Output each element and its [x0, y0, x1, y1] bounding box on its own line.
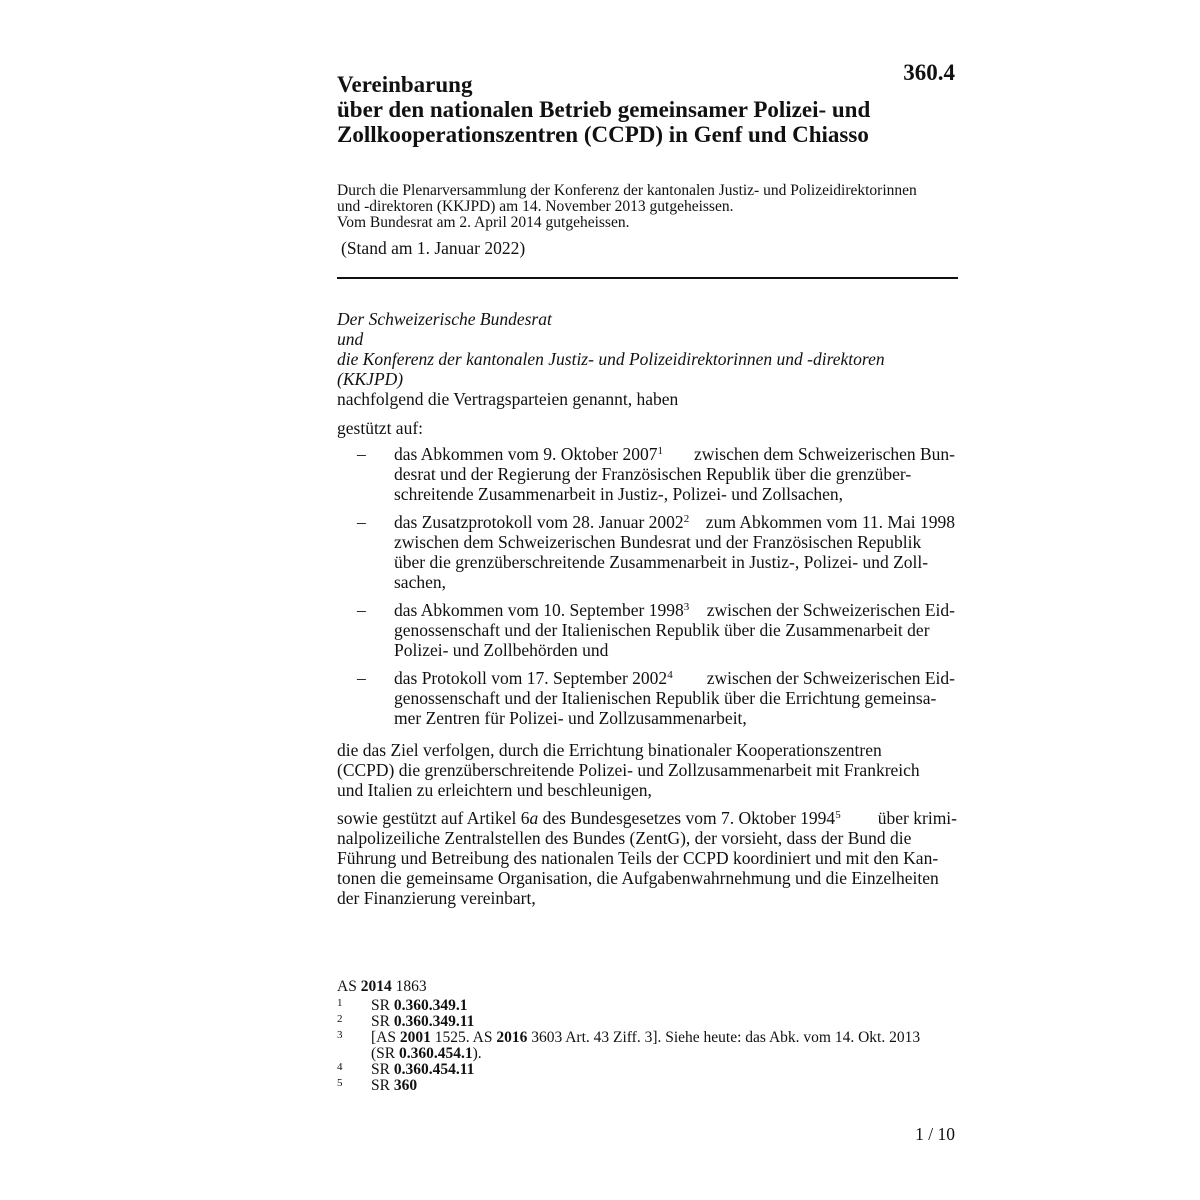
party-line: Der Schweizerische Bundesrat — [337, 309, 552, 329]
approval-note — [337, 183, 957, 231]
paragraph-line: der Finanzierung vereinbart, — [337, 888, 536, 908]
footnote-text: SR — [371, 1077, 394, 1094]
approval-line: und -direktoren (KKJPD) am 14. November 2013 gutgeheissen. — [337, 198, 734, 215]
paragraph-line: nalpolizeiliche Zentralstellen des Bundes (ZentG), der vorsieht, dass der Bund die — [337, 828, 912, 848]
title-line: über den nationalen Betrieb gemeinsamer Polizei- und — [337, 97, 871, 122]
legal-basis-paragraph — [337, 808, 957, 908]
party-line: nachfolgend die Vertragsparteien genannt, haben — [337, 389, 679, 409]
dash-bullet: – — [357, 444, 366, 464]
footnote-ref[interactable]: 3 — [683, 601, 690, 613]
footnote — [337, 1030, 957, 1062]
item-line: über die grenzüberschreitende Zusammenarbeit in Justiz-, Polizei- und Zoll- — [394, 552, 929, 572]
list-item — [337, 668, 957, 728]
item-text: zwischen der Schweizerischen Eid- — [706, 668, 955, 688]
paragraph-line: die das Ziel verfolgen, durch die Errichtung binationaler Kooperationszentren — [337, 740, 882, 760]
footnote-number: 5 — [337, 1077, 343, 1089]
approval-line: Vom Bundesrat am 2. April 2014 gutgeheissen. — [337, 214, 630, 231]
item-text: das Protokoll vom 17. September 2002 — [394, 668, 668, 688]
item-text: das Abkommen vom 10. September 1998 — [394, 600, 684, 620]
footnote-sr-link[interactable]: 0.360.454.11 — [393, 1061, 475, 1078]
paragraph-line: Führung und Betreibung des nationalen Teils der CCPD koordiniert und mit den Kan- — [337, 848, 939, 868]
footnote — [337, 1078, 957, 1094]
paragraph-text: über krimi- — [877, 808, 957, 828]
dash-bullet: – — [357, 512, 366, 532]
list-item — [337, 600, 957, 660]
document-title — [337, 72, 937, 147]
footnote-ref[interactable]: 4 — [667, 669, 673, 681]
footnote-text: SR — [371, 1013, 394, 1030]
footnotes — [337, 998, 957, 1094]
footnote-text: 1525. AS — [430, 1029, 497, 1046]
footnote — [337, 998, 957, 1014]
title-line: Vereinbarung — [337, 72, 473, 97]
header-divider — [337, 277, 958, 279]
footnote-bold: 2016 — [496, 1029, 528, 1046]
as-prefix: AS — [337, 978, 361, 995]
item-line: sachen, — [394, 572, 446, 592]
paragraph-line: tonen die gemeinsame Organisation, die Aufgabenwahrnehmung und die Einzelheiten — [337, 868, 939, 888]
as-page: 1863 — [391, 978, 427, 995]
footnote-number: 4 — [337, 1061, 343, 1073]
item-text: zwischen der Schweizerischen Eid- — [706, 600, 955, 620]
item-line: genossenschaft und der Italienischen Republik über die Errichtung gemeinsa- — [394, 688, 937, 708]
sr-number: 360.4 — [903, 60, 955, 85]
footnote-sr-link[interactable]: 360 — [393, 1077, 418, 1094]
footnote-sr-link[interactable]: 0.360.454.1 — [399, 1045, 473, 1062]
footnote-number: 1 — [337, 997, 343, 1009]
item-line: schreitende Zusammenarbeit in Justiz-, Polizei- und Zollsachen, — [394, 484, 844, 504]
item-line: genossenschaft und der Italienischen Republik über die Zusammenarbeit der — [394, 620, 930, 640]
item-text: das Abkommen vom 9. Oktober 2007 — [394, 444, 658, 464]
official-compilation-ref — [337, 978, 427, 996]
footnote-ref[interactable]: 5 — [835, 809, 841, 821]
article-letter: a — [529, 808, 539, 828]
paragraph-text: des Bundesgesetzes vom 7. Oktober 1994 — [538, 808, 836, 828]
footnote-number: 2 — [337, 1013, 343, 1025]
footnote-bold: 2001 — [399, 1029, 431, 1046]
footnote-sr-link[interactable]: 0.360.349.11 — [393, 1013, 475, 1030]
item-line: Polizei- und Zollbehörden und — [394, 640, 609, 660]
contracting-parties — [337, 309, 957, 409]
legal-basis-list — [337, 444, 957, 736]
item-line: desrat und der Regierung der Französischen Republik über die grenzüber- — [394, 464, 912, 484]
based-on-label: gestützt auf: — [337, 418, 424, 438]
as-year: 2014 — [360, 978, 392, 995]
dash-bullet: – — [357, 668, 366, 688]
footnote-sr-link[interactable]: 0.360.349.1 — [393, 997, 468, 1014]
footnote-text: SR — [371, 997, 394, 1014]
item-line: zwischen dem Schweizerischen Bundesrat und der Französischen Republik — [394, 532, 922, 552]
item-text: zwischen dem Schweizerischen Bun- — [694, 444, 955, 464]
footnote — [337, 1062, 957, 1078]
list-item — [337, 444, 957, 504]
footnote-text: [AS — [371, 1029, 400, 1046]
approval-line: Durch die Plenarversammlung der Konferenz der kantonalen Justiz- und Polizeidirektorinnen — [337, 182, 917, 199]
title-line: Zollkooperationszentren (CCPD) in Genf und Chiasso — [337, 122, 869, 147]
footnote-text: SR — [371, 1061, 394, 1078]
footnote — [337, 1014, 957, 1030]
dash-bullet: – — [357, 600, 366, 620]
paragraph-line: und Italien zu erleichtern und beschleunigen, — [337, 780, 652, 800]
party-line: und — [337, 329, 364, 349]
item-text: das Zusatzprotokoll vom 28. Januar 2002 — [394, 512, 684, 532]
footnote-text: ). — [472, 1045, 482, 1062]
paragraph-text: sowie gestützt auf Artikel 6 — [337, 808, 530, 828]
status-date: (Stand am 1. Januar 2022) — [341, 238, 526, 258]
footnote-text: 3603 Art. 43 Ziff. 3]. Siehe heute: das Abk. vom 14. Okt. 2013 — [527, 1029, 921, 1046]
footnote-ref[interactable]: 2 — [683, 513, 690, 525]
item-text: zum Abkommen vom 11. Mai 1998 — [705, 512, 955, 532]
list-item — [337, 512, 957, 592]
footnote-text: (SR — [371, 1045, 399, 1062]
page-number: 1 / 10 — [915, 1124, 955, 1144]
footnote-ref[interactable]: 1 — [657, 445, 663, 457]
party-line: die Konferenz der kantonalen Justiz- und Polizeidirektorinnen und -direktoren — [337, 349, 885, 369]
paragraph-line: (CCPD) die grenzüberschreitende Polizei- und Zollzusammenarbeit mit Frankreich — [337, 760, 920, 780]
footnote-number: 3 — [337, 1029, 343, 1041]
item-line: mer Zentren für Polizei- und Zollzusammenarbeit, — [394, 708, 747, 728]
goal-paragraph — [337, 740, 957, 800]
party-line: (KKJPD) — [337, 369, 404, 389]
